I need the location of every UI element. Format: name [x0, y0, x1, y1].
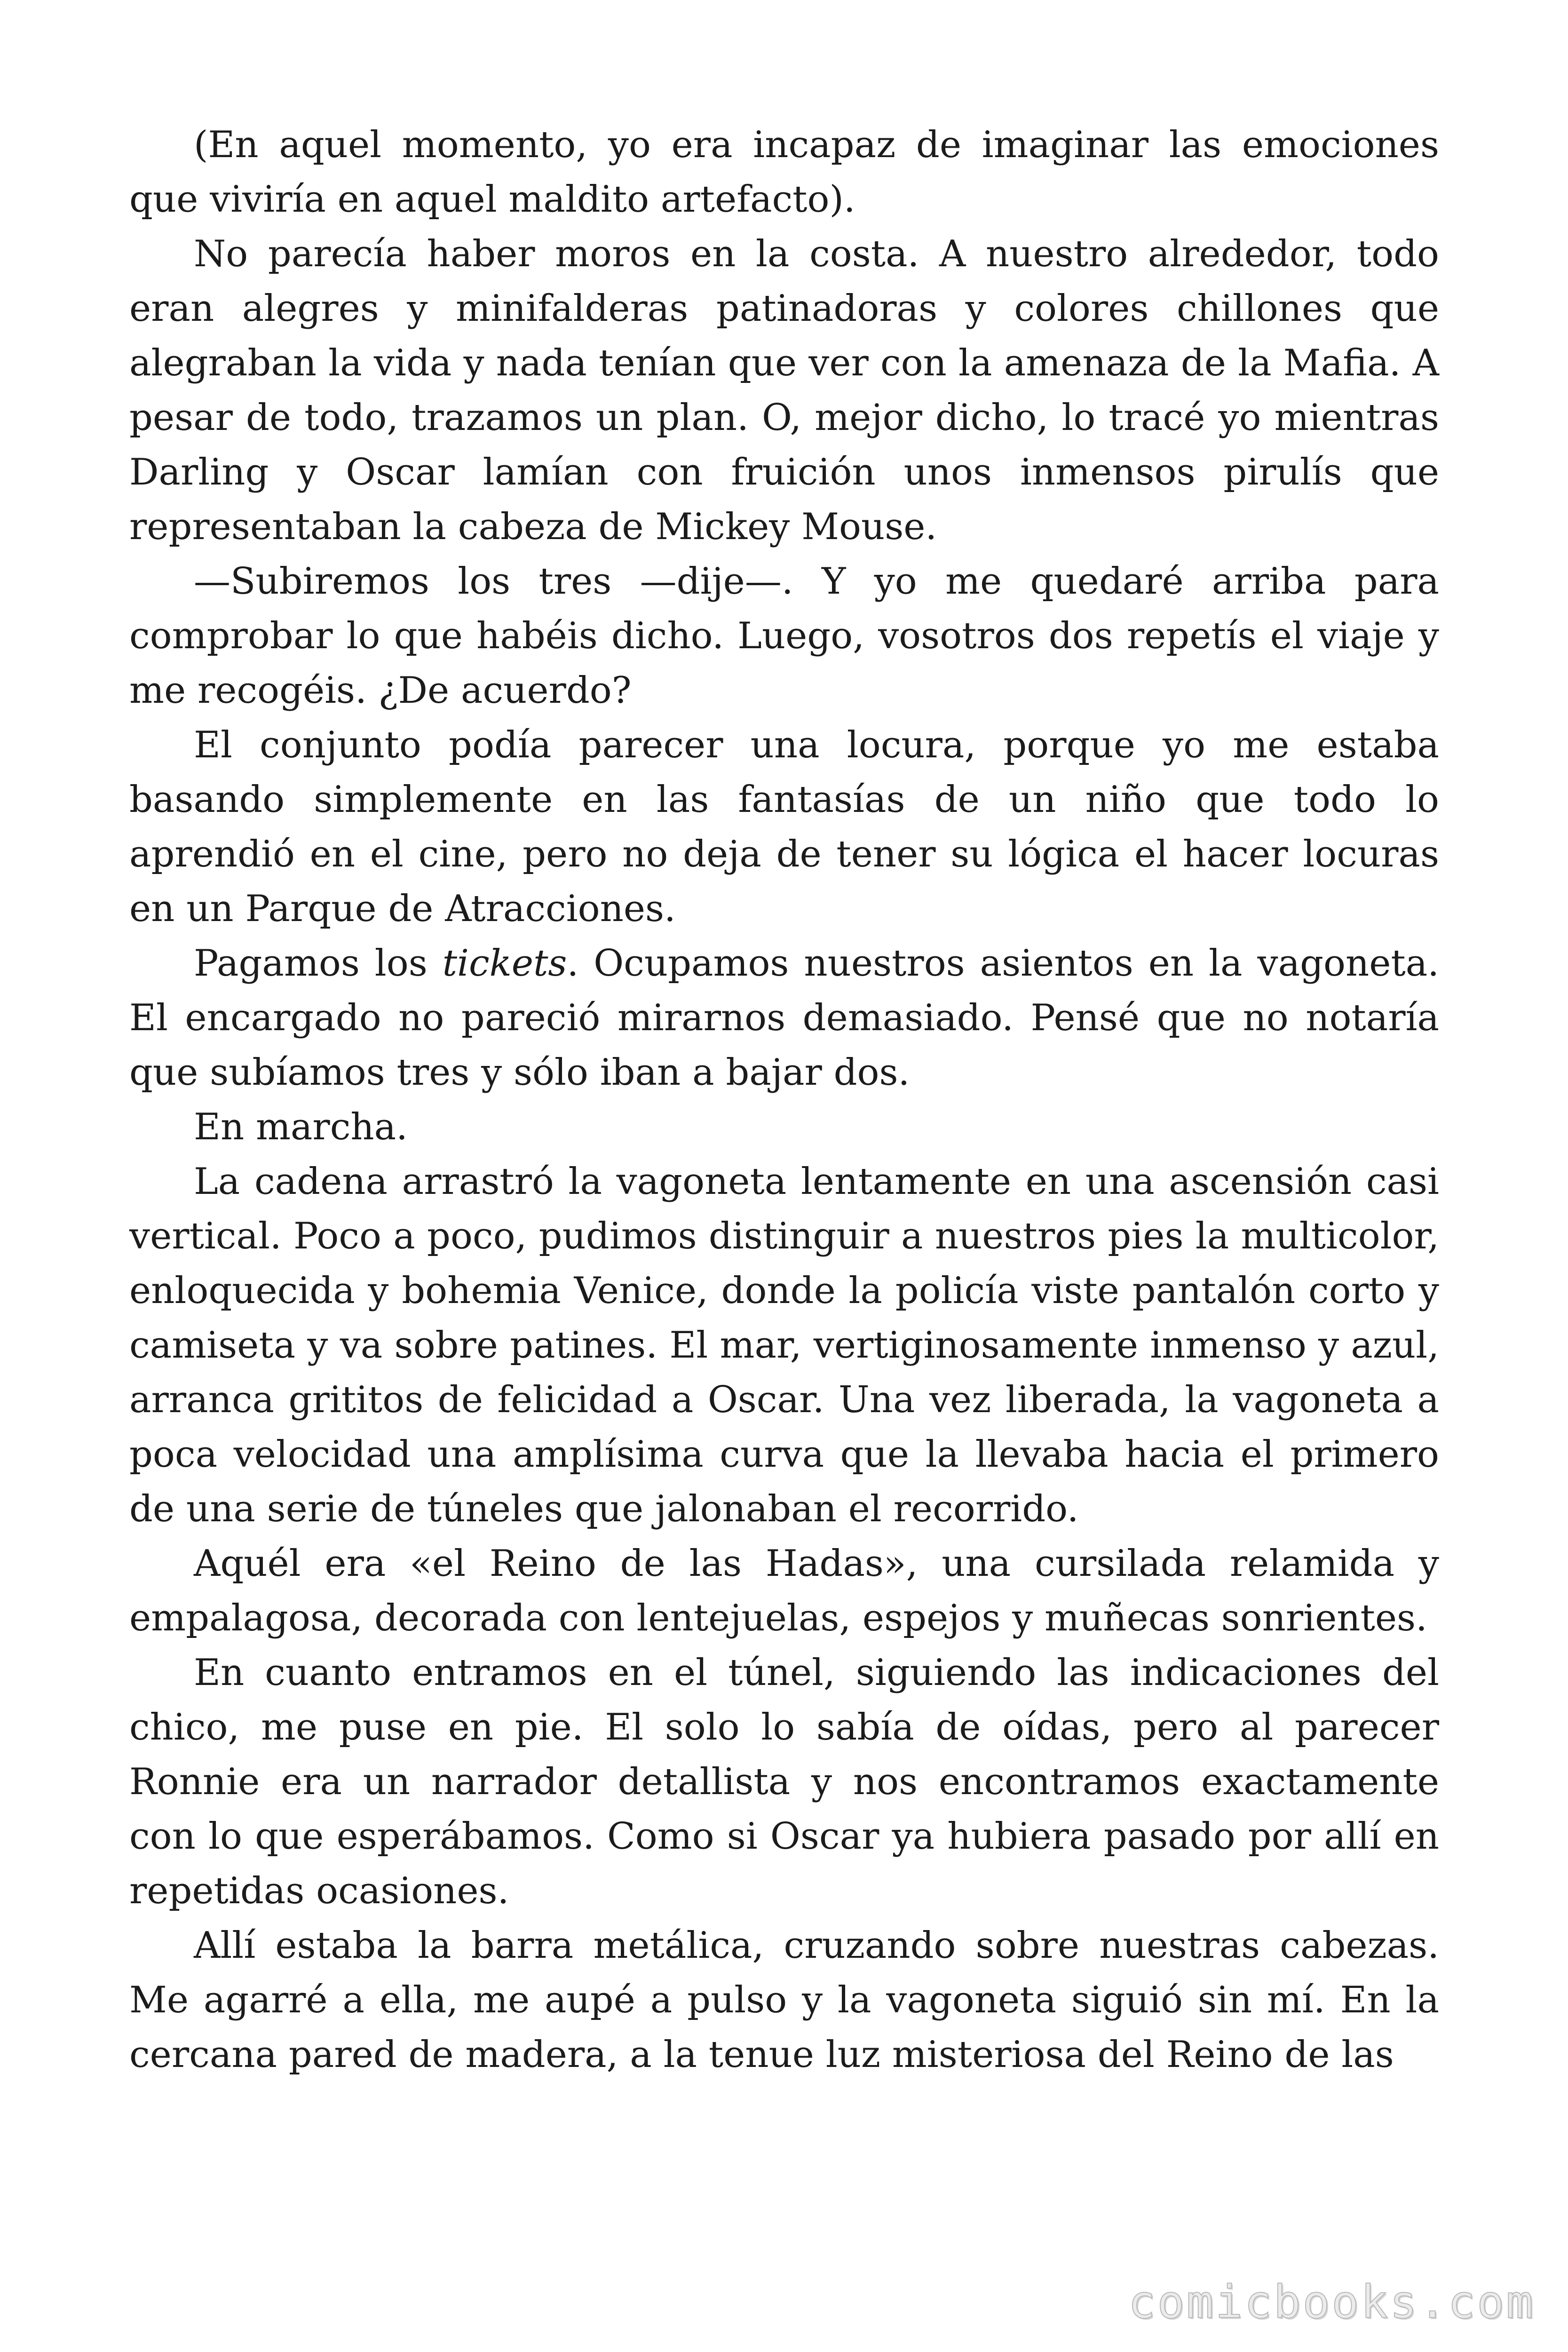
watermark: comicbooks.com — [1128, 2276, 1535, 2328]
paragraph — [129, 936, 1439, 1100]
paragraph: El conjunto podía parecer una locura, porque yo me estaba basando simplemente en las fantasías de un niño que todo lo aprendió en el cine, pero no deja de tener su lógica el hacer locuras en un Parque de Atracciones. — [129, 724, 1439, 930]
paragraph: En cuanto entramos en el túnel, siguiendo las indicaciones del chico, me puse en pie. El solo lo sabía de oídas, pero al parecer Ronnie era un narrador detallista y nos encontramos exactamente con lo que esperábamos. Como si Oscar ya hubiera pasado por allí en repetidas ocasiones. — [129, 1652, 1439, 1912]
paragraph: —Subiremos los tres —dije—. Y yo me quedaré arriba para comprobar lo que habéis dicho. Luego, vosotros dos repetís el viaje y me recogéis. ¿De acuerdo? — [129, 560, 1439, 712]
paragraph-text: Pagamos los — [194, 942, 443, 985]
paragraph: La cadena arrastró la vagoneta lentamente en una ascensión casi vertical. Poco a poco, pudimos distinguir a nuestros pies la multicolor, enloquecida y bohemia Venice, donde la policía viste pantalón corto y camiseta y va sobre patines. El mar, vertiginosamente inmenso y azul, arranca grititos de felicidad a Oscar. Una vez liberada, la vagoneta a poca velocidad una amplísima curva que la llevaba hacia el primero de una serie de túneles que jalonaban el recorrido. — [129, 1160, 1439, 1530]
paragraph: (En aquel momento, yo era incapaz de imaginar las emociones que viviría en aquel maldito artefacto). — [129, 124, 1439, 221]
page-text — [129, 118, 1439, 2082]
paragraph: No parecía haber moros en la costa. A nuestro alrededor, todo eran alegres y minifalderas patinadoras y colores chillones que alegraban la vida y nada tenían que ver con la amenaza de la Mafia. A pesar de todo, trazamos un plan. O, mejor dicho, lo tracé yo mientras Darling y Oscar lamían con fruición unos inmensos pirulís que representaban la cabeza de Mickey Mouse. — [129, 233, 1439, 548]
italic-word: tickets — [442, 942, 567, 985]
paragraph: Aquél era «el Reino de las Hadas», una cursilada relamida y empalagosa, decorada con lentejuelas, espejos y muñecas sonrientes. — [129, 1542, 1439, 1639]
paragraph: En marcha. — [194, 1106, 408, 1148]
paragraph-text: . Ocupamos nuestros asientos en la vagoneta. El encargado no pareció mirarnos demasiado. Pensé que no notaría que subíamos tres y sólo iban a bajar dos. — [129, 942, 1439, 1094]
paragraph: Allí estaba la barra metálica, cruzando sobre nuestras cabezas. Me agarré a ella, me aupé a pulso y la vagoneta siguió sin mí. En la cercana pared de madera, a la tenue luz misteriosa del Reino de las — [129, 1924, 1439, 2076]
